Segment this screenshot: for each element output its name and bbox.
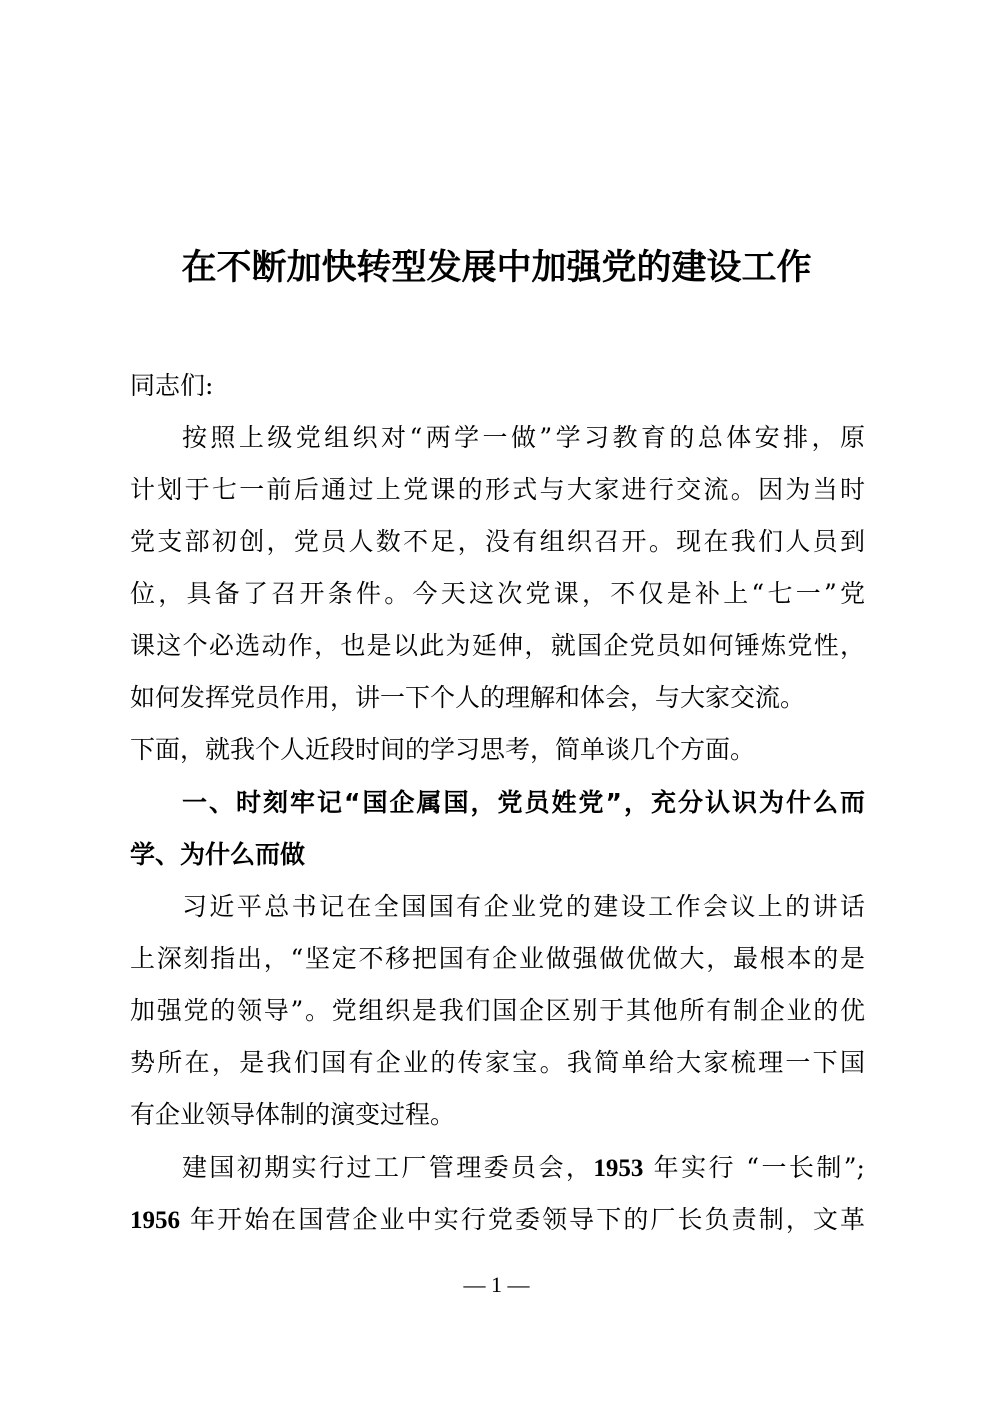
salutation: 同志们:	[130, 371, 214, 400]
year: 1953	[593, 1155, 644, 1182]
document-title: 在不断加快转型发展中加强党的建设工作	[181, 248, 812, 288]
text-segment: 建国初期实行过工厂管理委员会，	[182, 1153, 594, 1182]
paragraph-line: 势所在，是我们国有企业的传家宝。我简单给大家梳理一下国	[130, 1048, 865, 1077]
paragraph-line: 有企业领导体制的演变过程。	[130, 1100, 456, 1129]
paragraph-line	[182, 1150, 865, 1187]
paragraph-line: 位，具备了召开条件。今天这次党课，不仅是补上“七一”党	[130, 579, 865, 608]
section-heading-line: 一、时刻牢记“国企属国，党员姓党”，充分认识为什么而	[182, 788, 865, 817]
paragraph-line: 下面，就我个人近段时间的学习思考，简单谈几个方面。	[130, 735, 756, 764]
paragraph-line: 按照上级党组织对“两学一做”学习教育的总体安排，原	[182, 423, 865, 452]
paragraph-line: 课这个必选动作，也是以此为延伸，就国企党员如何锤炼党性，	[130, 631, 865, 660]
paragraph-line: 党支部初创，党员人数不足，没有组织召开。现在我们人员到	[130, 527, 865, 556]
page-number: — 1 —	[463, 1272, 530, 1297]
text-segment: 年开始在国营企业中实行党委领导下的厂长负责制，文革	[180, 1205, 865, 1234]
paragraph-line: 习近平总书记在全国国有企业党的建设工作会议上的讲话	[182, 892, 865, 921]
paragraph-line: 加强党的领导”。党组织是我们国企区别于其他所有制企业的优	[130, 996, 865, 1025]
paragraph-line: 上深刻指出，“坚定不移把国有企业做强做优做大，最根本的是	[130, 944, 865, 973]
text-segment: 年实行 “一长制”;	[643, 1153, 865, 1182]
paragraph-line	[130, 1202, 865, 1239]
section-heading-line: 学、为什么而做	[130, 840, 306, 869]
paragraph-line: 如何发挥党员作用，讲一下个人的理解和体会，与大家交流。	[130, 683, 806, 712]
year: 1956	[130, 1207, 180, 1234]
paragraph-line: 计划于七一前后通过上党课的形式与大家进行交流。因为当时	[130, 475, 865, 504]
